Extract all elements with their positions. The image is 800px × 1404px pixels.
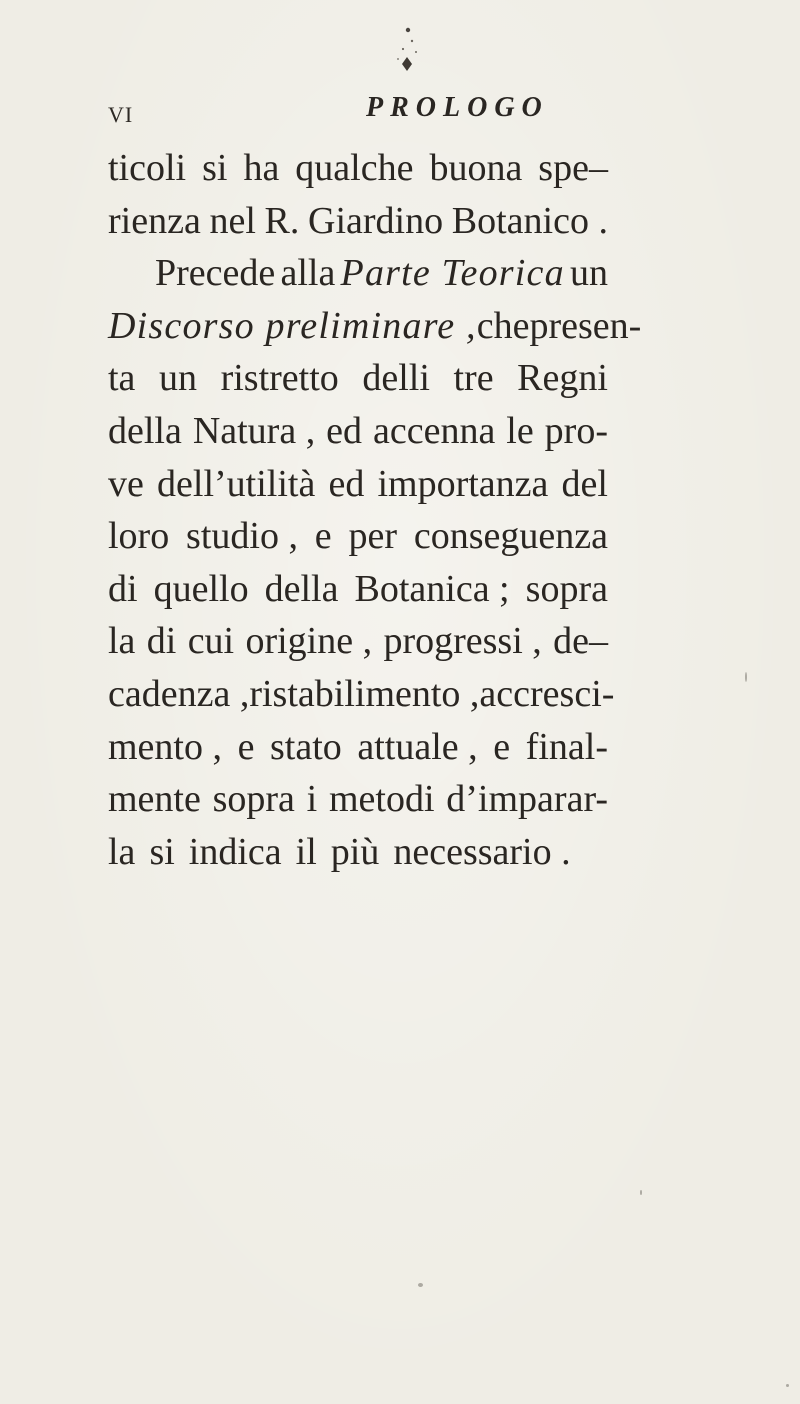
word: le bbox=[506, 409, 534, 452]
text-line bbox=[108, 826, 608, 879]
word: spe– bbox=[538, 147, 608, 189]
page-header bbox=[108, 92, 628, 132]
word: loro bbox=[108, 515, 170, 558]
word: studio , bbox=[186, 515, 298, 558]
word: delli bbox=[362, 357, 430, 400]
word: cadenza , bbox=[108, 672, 250, 715]
word: si bbox=[202, 147, 228, 189]
text-line bbox=[108, 300, 642, 353]
word: R. bbox=[264, 199, 300, 242]
word: quello bbox=[153, 567, 249, 610]
word: Giardino bbox=[308, 199, 444, 242]
word: ristretto bbox=[220, 357, 339, 400]
word: accresci- bbox=[479, 672, 615, 715]
text-line bbox=[108, 195, 608, 248]
word: stato bbox=[270, 725, 342, 768]
word: mente bbox=[108, 778, 201, 821]
word: ristabilimento , bbox=[249, 672, 480, 715]
paper-speck bbox=[745, 672, 747, 682]
word: il bbox=[295, 830, 317, 873]
word: ta bbox=[108, 357, 136, 400]
word: d’imparar- bbox=[446, 778, 608, 821]
word: e bbox=[314, 515, 332, 558]
word: un bbox=[159, 357, 198, 400]
word: rienza bbox=[108, 199, 201, 242]
word: ticoli bbox=[108, 147, 187, 189]
word: più bbox=[330, 830, 380, 873]
word: Regni bbox=[517, 357, 608, 400]
word: importanza bbox=[377, 462, 549, 505]
text-line bbox=[108, 563, 608, 616]
word: alla bbox=[280, 252, 336, 295]
word: ed bbox=[326, 409, 363, 452]
word: cui bbox=[187, 620, 235, 663]
word: necessario . bbox=[393, 830, 571, 873]
word: accenna bbox=[372, 409, 496, 452]
word: indica bbox=[188, 830, 282, 873]
word: pro- bbox=[544, 409, 608, 452]
word: progressi , bbox=[383, 620, 542, 663]
word: un bbox=[569, 252, 608, 295]
paper-speck bbox=[418, 1283, 423, 1287]
word: sopra bbox=[212, 778, 295, 821]
paper-speck bbox=[640, 1190, 642, 1195]
word: presen- bbox=[529, 304, 642, 347]
word: che bbox=[476, 304, 530, 347]
word: mento , bbox=[108, 725, 222, 768]
text-line bbox=[108, 721, 608, 774]
printer-ornament bbox=[392, 26, 422, 76]
italic-title-parte-teorica: Parte Teorica bbox=[340, 252, 565, 295]
paper-speck bbox=[786, 1384, 789, 1387]
text-line bbox=[108, 405, 608, 458]
word: ve bbox=[108, 462, 144, 505]
word: e bbox=[237, 725, 255, 768]
word: Natura , bbox=[192, 409, 316, 452]
word: per bbox=[348, 515, 398, 558]
page-number: VI bbox=[108, 102, 134, 127]
word: qualche bbox=[295, 147, 414, 189]
running-title: PROLOGO bbox=[366, 92, 549, 123]
word: metodi bbox=[328, 778, 435, 821]
word: e bbox=[493, 725, 511, 768]
text-line bbox=[108, 668, 615, 721]
word: la bbox=[108, 620, 136, 663]
word: origine , bbox=[245, 620, 373, 663]
text-line bbox=[108, 458, 608, 511]
word: dell’utilità bbox=[157, 462, 316, 505]
word: Botanica ; bbox=[354, 567, 510, 610]
word: tre bbox=[453, 357, 494, 400]
word: Botanico . bbox=[451, 199, 608, 242]
word: la bbox=[108, 830, 136, 873]
word: conseguenza bbox=[413, 515, 608, 558]
word: sopra bbox=[525, 567, 608, 610]
word: della bbox=[108, 409, 182, 452]
text-line bbox=[108, 510, 608, 563]
text-line bbox=[108, 615, 608, 668]
text-line bbox=[108, 352, 608, 405]
body-text bbox=[108, 142, 642, 878]
word: de– bbox=[553, 620, 608, 663]
word: nel bbox=[209, 199, 256, 242]
word: si bbox=[149, 830, 175, 873]
word: di bbox=[146, 620, 177, 663]
word: Precede bbox=[155, 252, 276, 295]
word: final- bbox=[525, 725, 608, 768]
word: i bbox=[306, 778, 318, 821]
italic-title-discorso-preliminare: Discorso preliminare , bbox=[108, 304, 477, 347]
text-line bbox=[108, 142, 608, 195]
text-line bbox=[108, 247, 608, 300]
word: attuale , bbox=[357, 725, 478, 768]
word: ha bbox=[243, 147, 280, 189]
word: della bbox=[264, 567, 339, 610]
word: buona bbox=[429, 147, 523, 189]
text-line bbox=[108, 773, 608, 826]
word: di bbox=[108, 567, 138, 610]
word: del bbox=[561, 462, 608, 505]
word: ed bbox=[328, 462, 365, 505]
